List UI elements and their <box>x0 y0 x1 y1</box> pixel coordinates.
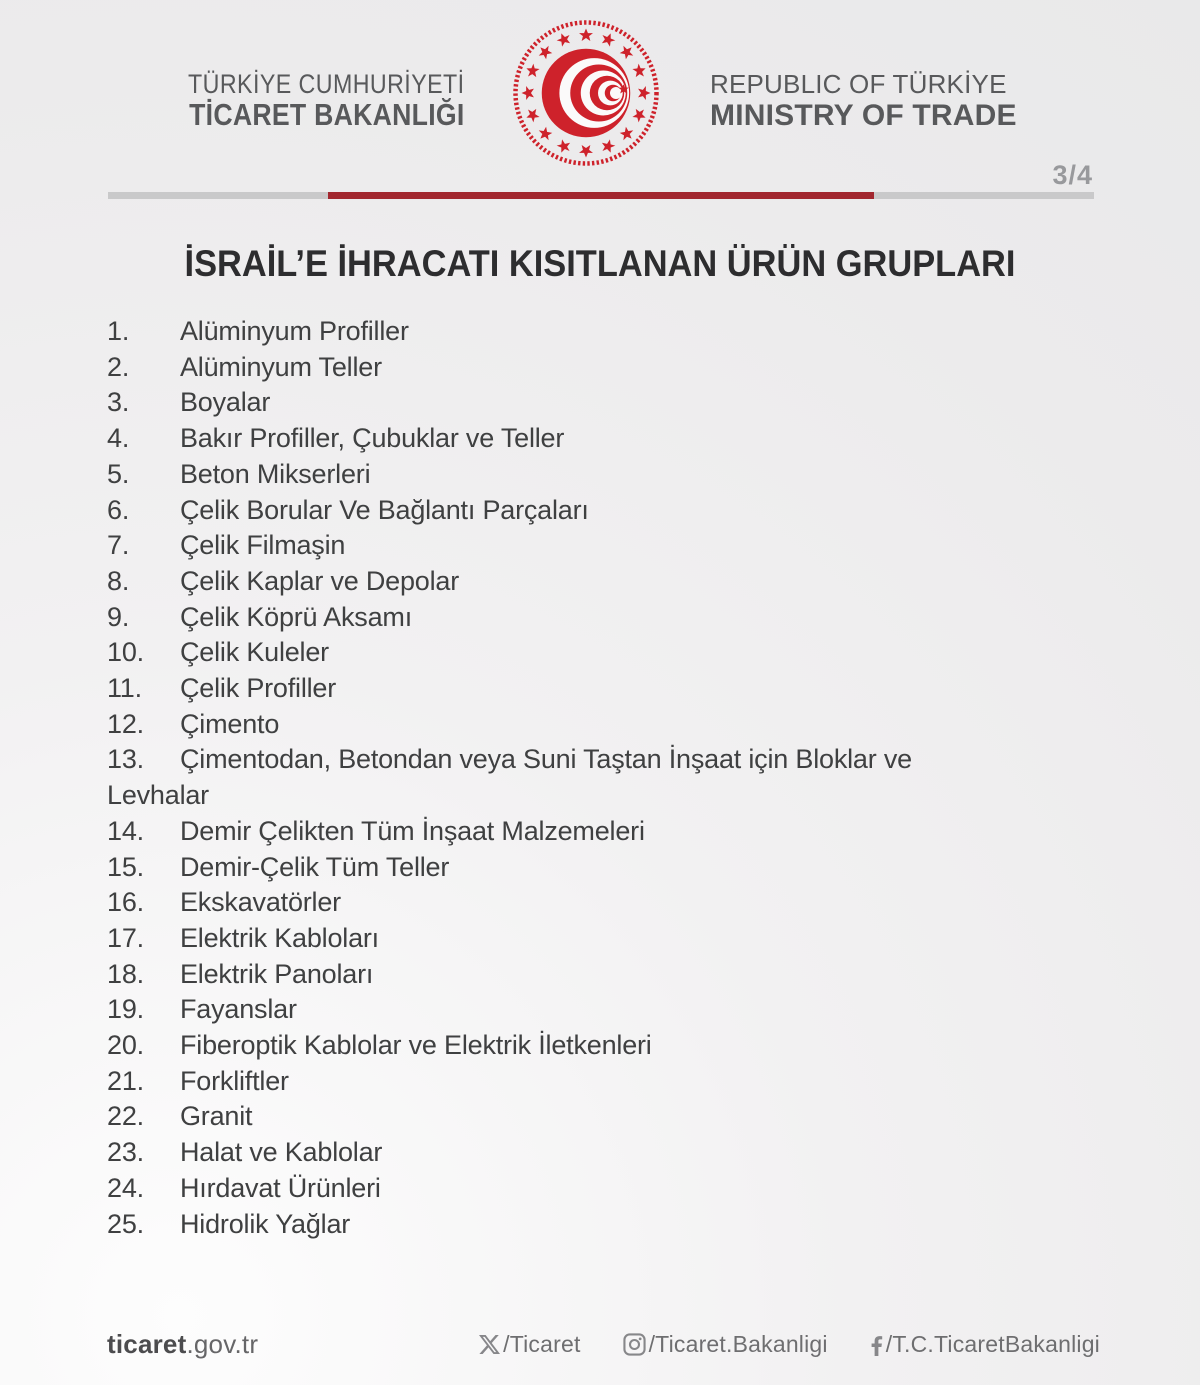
list-item <box>107 600 977 636</box>
social-handle: /T.C.TicaretBakanligi <box>885 1331 1100 1357</box>
list-item-label: Ekskavatörler <box>180 887 341 918</box>
list-item-number: 1. <box>107 316 130 346</box>
list-item <box>107 350 977 386</box>
list-item <box>107 564 977 600</box>
list-item-number: 7. <box>107 530 130 561</box>
list-item <box>107 921 977 957</box>
list-item-number: 5. <box>107 458 130 489</box>
website-url <box>107 1329 258 1360</box>
website-url-bold: ticaret <box>107 1329 187 1359</box>
social-facebook <box>870 1331 1100 1358</box>
list-item-number: 6. <box>107 494 130 525</box>
restricted-products-list <box>107 314 977 1242</box>
list-item <box>107 528 977 564</box>
list-item <box>107 1064 977 1100</box>
list-item-number: 12. <box>107 708 144 739</box>
ministry-name-tr-line2: TİCARET BAKANLIĞI <box>189 97 465 132</box>
header-divider <box>108 192 1094 199</box>
list-item-label: Bakır Profiller, Çubuklar ve Teller <box>180 423 565 454</box>
list-item <box>107 421 977 457</box>
list-item-number: 3. <box>107 387 130 418</box>
social-handle: /Ticaret <box>503 1331 581 1357</box>
list-item <box>107 385 977 421</box>
list-item <box>107 635 977 671</box>
list-item-number: 4. <box>107 423 130 454</box>
social-links <box>479 1331 1100 1358</box>
list-item-number: 9. <box>107 601 130 632</box>
list-item-label: Demir-Çelik Tüm Teller <box>180 851 450 882</box>
list-item-number: 15. <box>107 851 144 882</box>
list-item-number: 25. <box>107 1208 144 1239</box>
page-indicator: 3/4 <box>1052 160 1093 190</box>
list-item <box>107 992 977 1028</box>
ministry-name-tr-line1: TÜRKİYE CUMHURİYETİ <box>188 69 465 99</box>
page-title: İSRAİL’E İHRACATI KISITLANAN ÜRÜN GRUPLARI <box>184 243 1016 284</box>
social-instagram <box>623 1331 828 1358</box>
list-item <box>107 314 977 350</box>
list-item-label: Elektrik Kabloları <box>180 922 379 953</box>
list-item-number: 16. <box>107 887 144 918</box>
list-item <box>107 1028 977 1064</box>
list-item-number: 11. <box>107 673 142 704</box>
list-item-number: 2. <box>107 351 130 382</box>
list-item-label: Alüminyum Teller <box>180 351 382 382</box>
list-item-label: Demir Çelikten Tüm İnşaat Malzemeleri <box>180 815 645 846</box>
list-item-label: Fayanslar <box>180 994 297 1025</box>
list-item-label: Beton Mikserleri <box>180 458 371 489</box>
list-item-label: Çelik Borular Ve Bağlantı Parçaları <box>180 494 589 525</box>
list-item <box>107 707 977 743</box>
list-item-label: Hidrolik Yağlar <box>180 1208 351 1239</box>
list-item <box>107 850 977 886</box>
instagram-icon <box>623 1333 646 1356</box>
list-item <box>107 493 977 529</box>
list-item <box>107 1099 977 1135</box>
list-item-label: Granit <box>180 1101 253 1132</box>
list-item-label: Çelik Filmaşin <box>180 530 346 561</box>
list-item-number: 22. <box>107 1101 144 1132</box>
list-item-label: Hırdavat Ürünleri <box>180 1172 381 1203</box>
list-item-label: Çimento <box>180 708 280 739</box>
list-item <box>107 1135 977 1171</box>
list-item <box>107 742 977 813</box>
list-item-label: Elektrik Panoları <box>180 958 374 989</box>
ministry-name-en-line1: REPUBLIC OF TÜRKİYE <box>710 69 1007 99</box>
ministry-name-english <box>710 69 1017 131</box>
social-x <box>479 1331 580 1358</box>
list-item-number: 19. <box>107 994 144 1025</box>
list-item-label: Çimentodan, Betondan veya Suni Taştan İnşaat için Bloklar ve Levhalar <box>107 744 912 811</box>
list-item-number: 21. <box>107 1065 144 1096</box>
list-item-number: 14. <box>107 815 144 846</box>
list-item-label: Fiberoptik Kablolar ve Elektrik İletkenleri <box>180 1030 652 1061</box>
social-handle: /Ticaret.Bakanligi <box>648 1331 828 1357</box>
list-item-label: Halat ve Kablolar <box>180 1137 383 1168</box>
ministry-name-turkish <box>188 69 465 131</box>
list-item <box>107 1171 977 1207</box>
list-item <box>107 885 977 921</box>
list-item-label: Çelik Profiller <box>180 673 337 704</box>
list-item-number: 10. <box>107 637 144 668</box>
facebook-icon <box>870 1333 883 1356</box>
list-item <box>107 671 977 707</box>
ministry-name-en-line2: MINISTRY OF TRADE <box>710 99 1017 132</box>
list-item-label: Çelik Köprü Aksamı <box>180 601 412 632</box>
list-item-number: 24. <box>107 1172 144 1203</box>
list-item-number: 13. <box>107 744 144 775</box>
list-item-number: 20. <box>107 1030 144 1061</box>
list-item <box>107 957 977 993</box>
header-divider-accent <box>328 192 874 199</box>
list-item-label: Alüminyum Profiller <box>180 316 409 346</box>
x-icon <box>479 1334 500 1355</box>
list-item-label: Çelik Kuleler <box>180 637 329 668</box>
ministry-of-trade-emblem-icon <box>511 18 661 168</box>
list-item-label: Boyalar <box>180 387 271 418</box>
list-item-number: 17. <box>107 922 144 953</box>
list-item <box>107 814 977 850</box>
list-item-label: Çelik Kaplar ve Depolar <box>180 565 460 596</box>
list-item-number: 18. <box>107 958 144 989</box>
list-item-label: Forkliftler <box>180 1065 289 1096</box>
website-url-rest: .gov.tr <box>186 1329 259 1359</box>
list-item-number: 23. <box>107 1137 144 1168</box>
list-item <box>107 457 977 493</box>
list-item-number: 8. <box>107 565 130 596</box>
list-item <box>107 1207 977 1243</box>
